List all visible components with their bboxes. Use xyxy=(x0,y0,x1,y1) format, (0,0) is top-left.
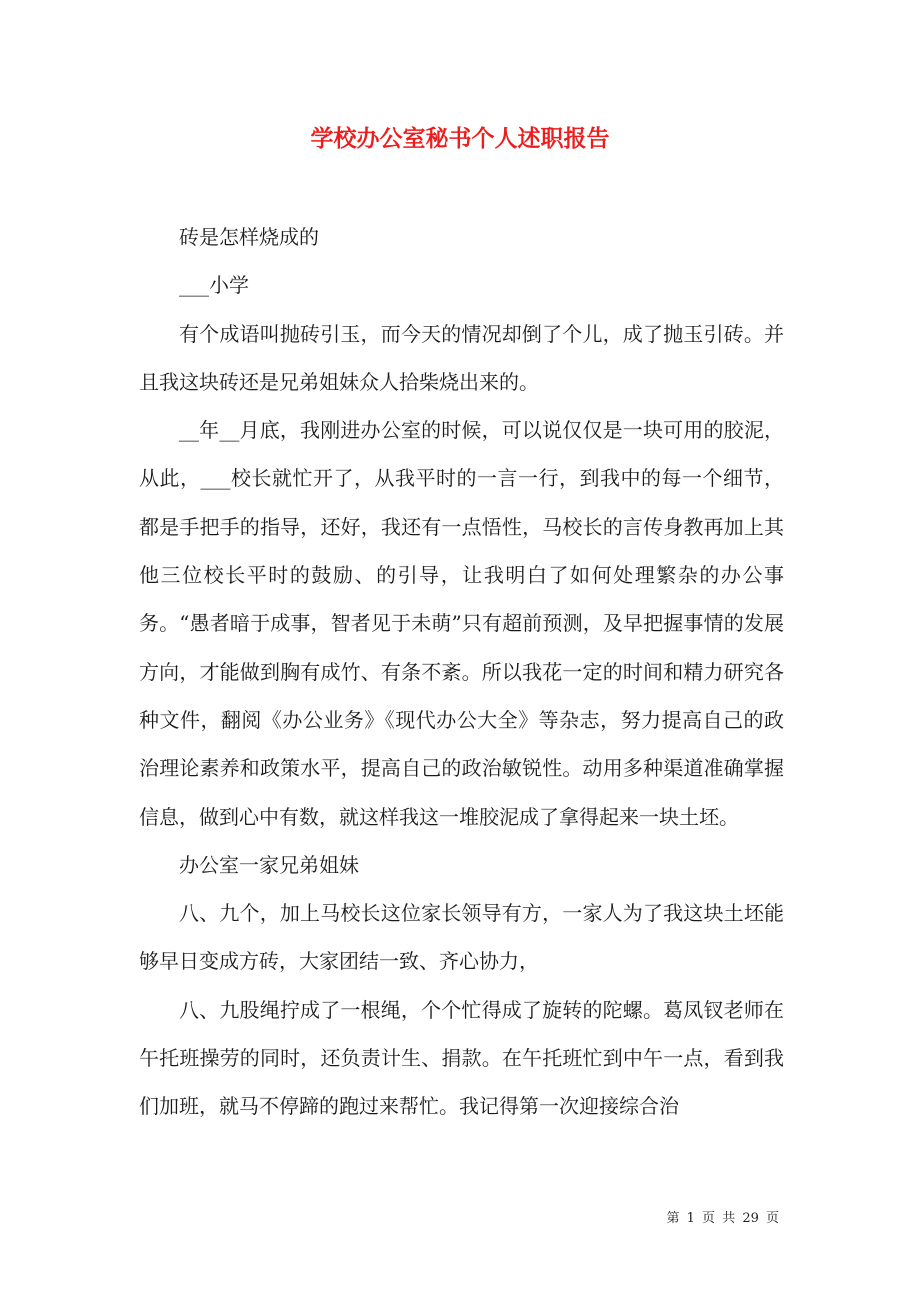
paragraph-team: 八、九个，加上马校长这位家长领导有方，一家人为了我这块土坯能够早日变成方砖，大家团结一致、齐心协力， xyxy=(139,901,784,974)
document-title: 学校办公室秘书个人述职报告 xyxy=(310,125,610,152)
paragraph-intro: 有个成语叫抛砖引玉，而今天的情况却倒了个儿，成了抛玉引砖。并且我这块砖还是兄弟姐妹众人拾柴烧出来的。 xyxy=(139,321,784,394)
paragraph-heading-brick: 砖是怎样烧成的 xyxy=(179,225,319,249)
paragraph-main: __年__月底，我刚进办公室的时候，可以说仅仅是一块可用的胶泥，从此，___校长就忙开了，从我平时的一言一行，到我中的每一个细节，都是手把手的指导，还好，我还有一点悟性，马校长的言传身教再加上其他三位校长平时的鼓励、的引导，让我明白了如何处理繁杂的办公事务。“愚者暗于成事，智者见于未萌”只有超前预测，及早把握事情的发展方向，才能做到胸有成竹、有条不紊。所以我花一定的时间和精力研究各种文件，翻阅《办公业务》《现代办公大全》等杂志，努力提高自己的政治理论素养和政策水平，提高自己的政治敏锐性。动用多种渠道准确掌握信息，做到心中有数，就这样我这一堆胶泥成了拿得起来一块土坯。 xyxy=(139,418,784,829)
paragraph-school-name: ___小学 xyxy=(179,273,249,298)
document-body xyxy=(139,213,784,1131)
page-number-footer: 第 1 页 共 29 页 xyxy=(666,1211,779,1226)
paragraph-heading-office-family: 办公室一家兄弟姐妹 xyxy=(179,852,359,877)
paragraph-colleagues: 八、九股绳拧成了一根绳，个个忙得成了旋转的陀螺。葛凤钗老师在午托班操劳的同时，还负责计生、捐款。在午托班忙到中午一点，看到我们加班，就马不停蹄的跑过来帮忙。我记得第一次迎接综合治 xyxy=(139,997,784,1119)
